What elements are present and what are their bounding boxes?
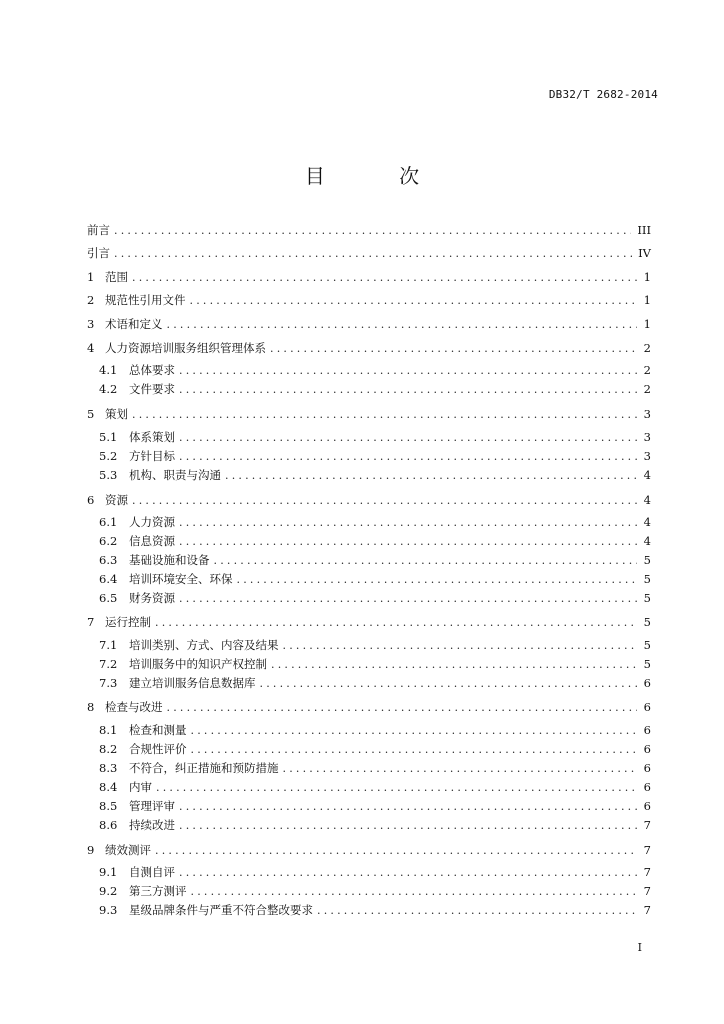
toc-entry-page: 6 [643, 742, 651, 756]
toc-entry-number: 2 [87, 293, 95, 307]
toc-entry-page: 5 [643, 638, 651, 652]
toc-entry[interactable] [99, 759, 651, 777]
toc-entry-page: 6 [643, 761, 651, 775]
toc-dot-leader [191, 883, 638, 901]
toc-entry-page: 6 [643, 780, 651, 794]
toc-entry-title: 星级品牌条件与严重不符合整改要求 [129, 903, 313, 917]
toc-entry-title: 策划 [105, 407, 128, 421]
toc-entry[interactable] [99, 428, 651, 446]
toc-entry[interactable] [99, 570, 651, 588]
toc-entry-title: 培训服务中的知识产权控制 [129, 657, 267, 671]
toc-entry-page: 5 [643, 615, 651, 629]
toc-entry[interactable] [99, 551, 651, 569]
toc-entry-title: 术语和定义 [105, 317, 163, 331]
toc-dot-leader [132, 492, 637, 510]
toc-dot-leader [190, 292, 638, 310]
toc-entry-number: 7.1 [99, 638, 118, 652]
toc-entry-number: 8.3 [99, 761, 118, 775]
toc-entry-page: III [637, 223, 651, 237]
toc-entry-number: 4 [87, 341, 95, 355]
toc-entry-page: 2 [643, 363, 651, 377]
toc-entry[interactable] [99, 589, 651, 607]
toc-entry-page: 1 [643, 317, 651, 331]
toc-dot-leader [114, 245, 632, 263]
toc-entry-title: 建立培训服务信息数据库 [129, 676, 256, 690]
toc-dot-leader [179, 429, 637, 447]
toc-entry-title: 前言 [87, 223, 110, 237]
toc-entry-number: 9 [87, 843, 95, 857]
toc-entry-title: 不符合，纠正措施和预防措施 [129, 761, 279, 775]
toc-entry[interactable] [87, 291, 651, 309]
toc-entry-page: 3 [643, 430, 651, 444]
toc-entry-number: 3 [87, 317, 95, 331]
toc-entry-page: 3 [643, 449, 651, 463]
toc-entry-title: 总体要求 [129, 363, 175, 377]
toc-entry-title: 财务资源 [129, 591, 175, 605]
document-code: DB32/T 2682-2014 [548, 88, 658, 101]
toc-dot-leader [283, 637, 638, 655]
toc-entry-title: 检查与改进 [105, 700, 163, 714]
toc-entry-page: 1 [643, 270, 651, 284]
toc-entry-number: 8.2 [99, 742, 118, 756]
toc-dot-leader [132, 269, 637, 287]
toc-entry[interactable] [99, 655, 651, 673]
toc-entry-number: 5 [87, 407, 95, 421]
toc-dot-leader [237, 571, 638, 589]
toc-entry-page: 6 [643, 799, 651, 813]
toc-entry-title: 检查和测量 [129, 723, 187, 737]
toc-entry-title: 绩效测评 [105, 843, 151, 857]
toc-entry-number: 8.4 [99, 780, 118, 794]
toc-entry[interactable] [99, 636, 651, 654]
toc-entry-number: 8 [87, 700, 95, 714]
toc-entry[interactable] [87, 315, 651, 333]
toc-entry-title: 体系策划 [129, 430, 175, 444]
toc-entry[interactable] [99, 466, 651, 484]
toc-entry-number: 1 [87, 270, 95, 284]
toc-entry-page: 4 [643, 515, 651, 529]
toc-entry-title: 培训环境安全、环保 [129, 572, 233, 586]
toc-dot-leader [260, 675, 638, 693]
toc-entry[interactable] [87, 405, 651, 423]
toc-entry-title: 文件要求 [129, 382, 175, 396]
toc-entry[interactable] [99, 740, 651, 758]
toc-entry-title: 管理评审 [129, 799, 175, 813]
toc-entry[interactable] [99, 361, 651, 379]
toc-entry-number: 6.2 [99, 534, 118, 548]
toc-entry-number: 6.1 [99, 515, 118, 529]
toc-dot-leader [155, 614, 637, 632]
toc-entry[interactable] [99, 721, 651, 739]
toc-entry[interactable] [99, 513, 651, 531]
toc-entry-page: 5 [643, 553, 651, 567]
toc-entry-number: 6.5 [99, 591, 118, 605]
toc-entry[interactable] [99, 380, 651, 398]
toc-entry-number: 6.3 [99, 553, 118, 567]
toc-entry[interactable] [87, 841, 651, 859]
toc-dot-leader [132, 406, 637, 424]
toc-entry-number: 5.3 [99, 468, 118, 482]
toc-entry-page: 5 [643, 657, 651, 671]
toc-entry-number: 5.1 [99, 430, 118, 444]
toc-entry-title: 引言 [87, 246, 110, 260]
toc-entry-title: 合规性评价 [129, 742, 187, 756]
toc-entry-page: 7 [643, 884, 651, 898]
toc-entry-page: 7 [643, 903, 651, 917]
toc-entry-page: 7 [643, 843, 651, 857]
toc-entry-number: 4.1 [99, 363, 118, 377]
toc-entry[interactable] [87, 613, 651, 631]
toc-entry-number: 7 [87, 615, 95, 629]
toc-entry[interactable] [87, 339, 651, 357]
toc-entry-title: 培训类别、方式、内容及结果 [129, 638, 279, 652]
toc-entry-title: 资源 [105, 493, 128, 507]
toc-entry-number: 5.2 [99, 449, 118, 463]
toc-entry-title: 运行控制 [105, 615, 151, 629]
toc-dot-leader [156, 779, 637, 797]
toc-dot-leader [214, 552, 638, 570]
toc-entry-number: 8.1 [99, 723, 118, 737]
toc-entry-title: 内审 [129, 780, 152, 794]
toc-entry-title: 信息资源 [129, 534, 175, 548]
toc-entry-title: 方针目标 [129, 449, 175, 463]
toc-entry-number: 9.1 [99, 865, 118, 879]
toc-entry-title: 规范性引用文件 [105, 293, 186, 307]
toc-dot-leader [179, 448, 637, 466]
toc-entry-title: 第三方测评 [129, 884, 187, 898]
toc-dot-leader [270, 340, 637, 358]
toc-entry-number: 8.6 [99, 818, 118, 832]
toc-entry-title: 范围 [105, 270, 128, 284]
toc-entry-number: 9.2 [99, 884, 118, 898]
toc-entry-page: 1 [643, 293, 651, 307]
toc-entry[interactable] [99, 447, 651, 465]
toc-entry[interactable] [99, 882, 651, 900]
toc-entry[interactable] [99, 863, 651, 881]
toc-entry-title: 机构、职责与沟通 [129, 468, 221, 482]
toc-dot-leader [191, 722, 638, 740]
toc-entry-page: 2 [643, 341, 651, 355]
toc-entry[interactable] [99, 797, 651, 815]
toc-entry-page: 6 [643, 700, 651, 714]
toc-dot-leader [225, 467, 637, 485]
toc-entry-number: 9.3 [99, 903, 118, 917]
toc-entry-page: IV [638, 246, 651, 260]
toc-entry[interactable] [87, 221, 651, 239]
toc-dot-leader [179, 798, 637, 816]
toc-entry[interactable] [87, 491, 651, 509]
toc-entry[interactable] [99, 674, 651, 692]
toc-entry[interactable] [87, 244, 651, 262]
toc-dot-leader [167, 699, 638, 717]
toc-entry-title: 持续改进 [129, 818, 175, 832]
toc-entry-number: 6.4 [99, 572, 118, 586]
toc-dot-leader [179, 817, 637, 835]
toc-dot-leader [179, 590, 637, 608]
toc-entry[interactable] [99, 901, 651, 919]
toc-entry-page: 5 [643, 572, 651, 586]
toc-entry-page: 7 [643, 818, 651, 832]
toc-entry-number: 8.5 [99, 799, 118, 813]
toc-dot-leader [155, 842, 637, 860]
toc-entry-page: 4 [643, 468, 651, 482]
toc-entry-number: 6 [87, 493, 95, 507]
toc-title: 目 次 [304, 164, 454, 188]
toc-entry[interactable] [99, 816, 651, 834]
toc-dot-leader [179, 362, 637, 380]
toc-entry[interactable] [99, 532, 651, 550]
toc-entry-page: 5 [643, 591, 651, 605]
toc-entry-page: 4 [643, 534, 651, 548]
toc-dot-leader [179, 381, 637, 399]
toc-dot-leader [271, 656, 637, 674]
toc-entry-title: 人力资源 [129, 515, 175, 529]
toc-dot-leader [317, 902, 637, 920]
toc-entry-page: 2 [643, 382, 651, 396]
toc-entry[interactable] [87, 268, 651, 286]
page-number: I [637, 941, 642, 954]
toc-dot-leader [179, 864, 637, 882]
toc-entry-title: 基础设施和设备 [129, 553, 210, 567]
toc-entry-number: 4.2 [99, 382, 118, 396]
toc-entry-page: 6 [643, 676, 651, 690]
toc-dot-leader [179, 514, 637, 532]
toc-entry-page: 6 [643, 723, 651, 737]
toc-entry-page: 7 [643, 865, 651, 879]
toc-entry-title: 人力资源培训服务组织管理体系 [105, 341, 266, 355]
toc-entry-number: 7.3 [99, 676, 118, 690]
toc-dot-leader [283, 760, 638, 778]
toc-dot-leader [179, 533, 637, 551]
toc-dot-leader [114, 222, 631, 240]
toc-entry[interactable] [99, 778, 651, 796]
toc-dot-leader [191, 741, 638, 759]
toc-entry-page: 3 [643, 407, 651, 421]
toc-dot-leader [167, 316, 638, 334]
toc-entry-page: 4 [643, 493, 651, 507]
toc-entry-number: 7.2 [99, 657, 118, 671]
toc-entry[interactable] [87, 698, 651, 716]
toc-entry-title: 自测自评 [129, 865, 175, 879]
